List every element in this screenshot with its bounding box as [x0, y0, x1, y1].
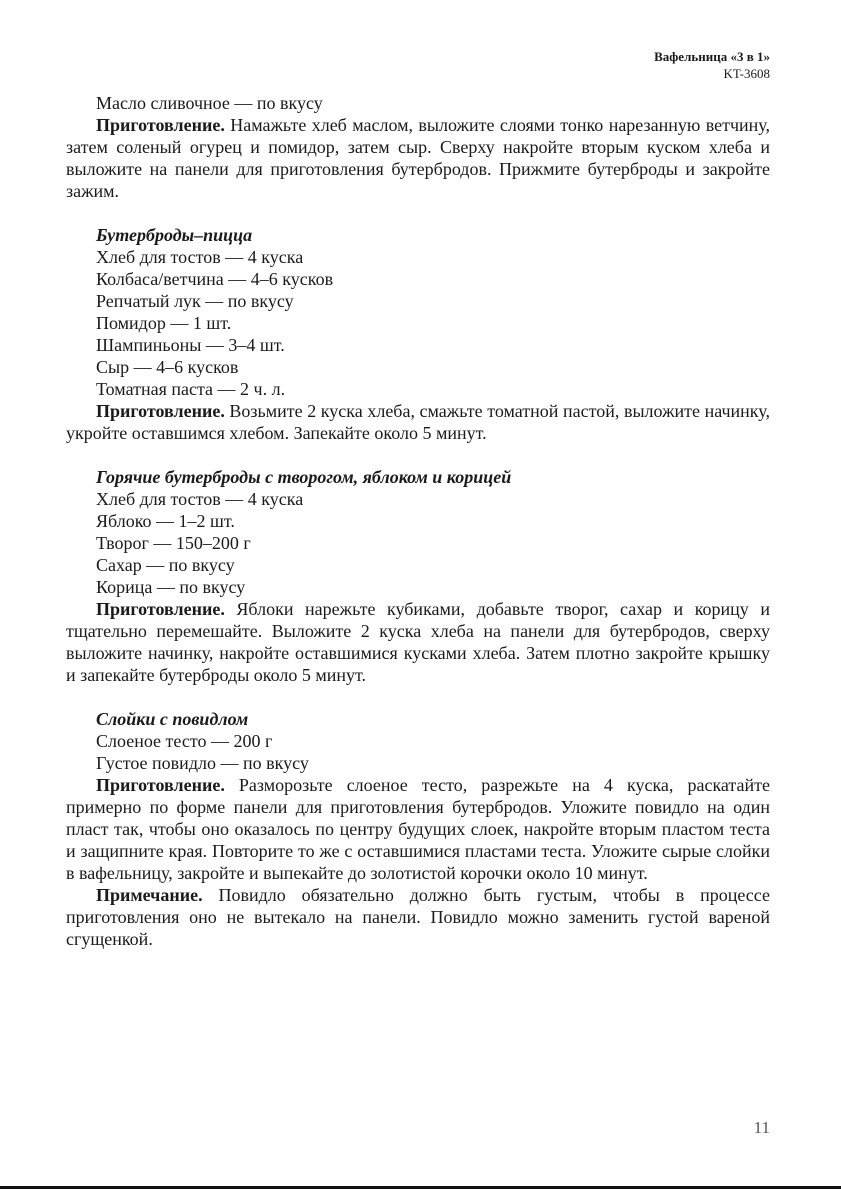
ingredient-item: Густое повидло — по вкусу [96, 753, 309, 773]
preparation-paragraph [66, 400, 770, 444]
ingredient-item: Корица — по вкусу [96, 577, 246, 597]
ingredient-item: Шампиньоны — 3–4 шт. [96, 335, 285, 355]
preparation-label: Приготовление. [96, 115, 225, 135]
recipe-title: Горячие бутерброды с творогом, яблоком и корицей [96, 467, 512, 487]
ingredient-item: Яблоко — 1–2 шт. [96, 511, 235, 531]
ingredient-item: Томатная паста — 2 ч. л. [96, 379, 286, 399]
ingredient-item: Репчатый лук — по вкусу [96, 291, 294, 311]
preparation-paragraph [66, 114, 770, 202]
preparation-text: Намажьте хлеб маслом, выложите слоями тонко нарезанную ветчину, затем соленый огурец и помидор, затем сыр. Сверху накройте вторым куском хлеба и выложите на панели для приготовления бутербродов. Прижмите бутерброды и закройте зажим. [66, 115, 770, 201]
product-title: Вафельница «3 в 1» [654, 49, 770, 64]
preparation-label: Приготовление. [96, 401, 225, 421]
recipe-title: Слойки с повидлом [96, 709, 249, 729]
preparation-text: Яблоки нарежьте кубиками, добавьте творог, сахар и корицу и тщательно перемешайте. Выложите 2 куска хлеба на панели для бутербродов, сверху выложите начинку, накройте оставшимися кусками хлеба. Затем плотно закройте крышку и запекайте бутерброды около 5 минут. [66, 599, 770, 685]
ingredient-item: Масло сливочное — по вкусу [96, 93, 323, 113]
preparation-text: Разморозьте слоеное тесто, разрежьте на 4 куска, раскатайте примерно по форме панели для приготовления бутербродов. Уложите повидло на один пласт так, чтобы оно оказалось по центру будущих слоек, накройте вторым пластом теста и защипните края. Повторите то же с оставшимися пластами теста. Уложите сырые слойки в вафельницу, закройте и выпекайте до золотистой корочки около 10 минут. [66, 775, 770, 883]
ingredient-item: Хлеб для тостов — 4 куска [96, 247, 304, 267]
page-number: 11 [753, 1118, 770, 1137]
preparation-paragraph [66, 774, 770, 884]
note-label: Примечание. [96, 885, 203, 905]
preparation-label: Приготовление. [96, 599, 225, 619]
ingredient-item: Творог — 150–200 г [96, 533, 251, 553]
page-content [66, 92, 770, 950]
preparation-paragraph [66, 598, 770, 686]
note-text: Повидло обязательно должно быть густым, чтобы в процессе приготовления оно не вытекало на панели. Повидло можно заменить густой вареной сгущенкой. [66, 885, 770, 949]
model-number: KT-3608 [723, 66, 770, 81]
ingredient-item: Помидор — 1 шт. [96, 313, 232, 333]
preparation-label: Приготовление. [96, 775, 225, 795]
ingredient-item: Сыр — 4–6 кусков [96, 357, 239, 377]
preparation-text: Возьмите 2 куска хлеба, смажьте томатной пастой, выложите начинку, укройте оставшимся хлебом. Запекайте около 5 минут. [66, 401, 770, 443]
recipe-title: Бутерброды–пицца [96, 225, 253, 245]
page-header [654, 48, 770, 82]
note-paragraph [66, 884, 770, 950]
ingredient-item: Слоеное тесто — 200 г [96, 731, 273, 751]
ingredient-item: Колбаса/ветчина — 4–6 кусков [96, 269, 334, 289]
ingredient-item: Сахар — по вкусу [96, 555, 235, 575]
ingredient-item: Хлеб для тостов — 4 куска [96, 489, 304, 509]
